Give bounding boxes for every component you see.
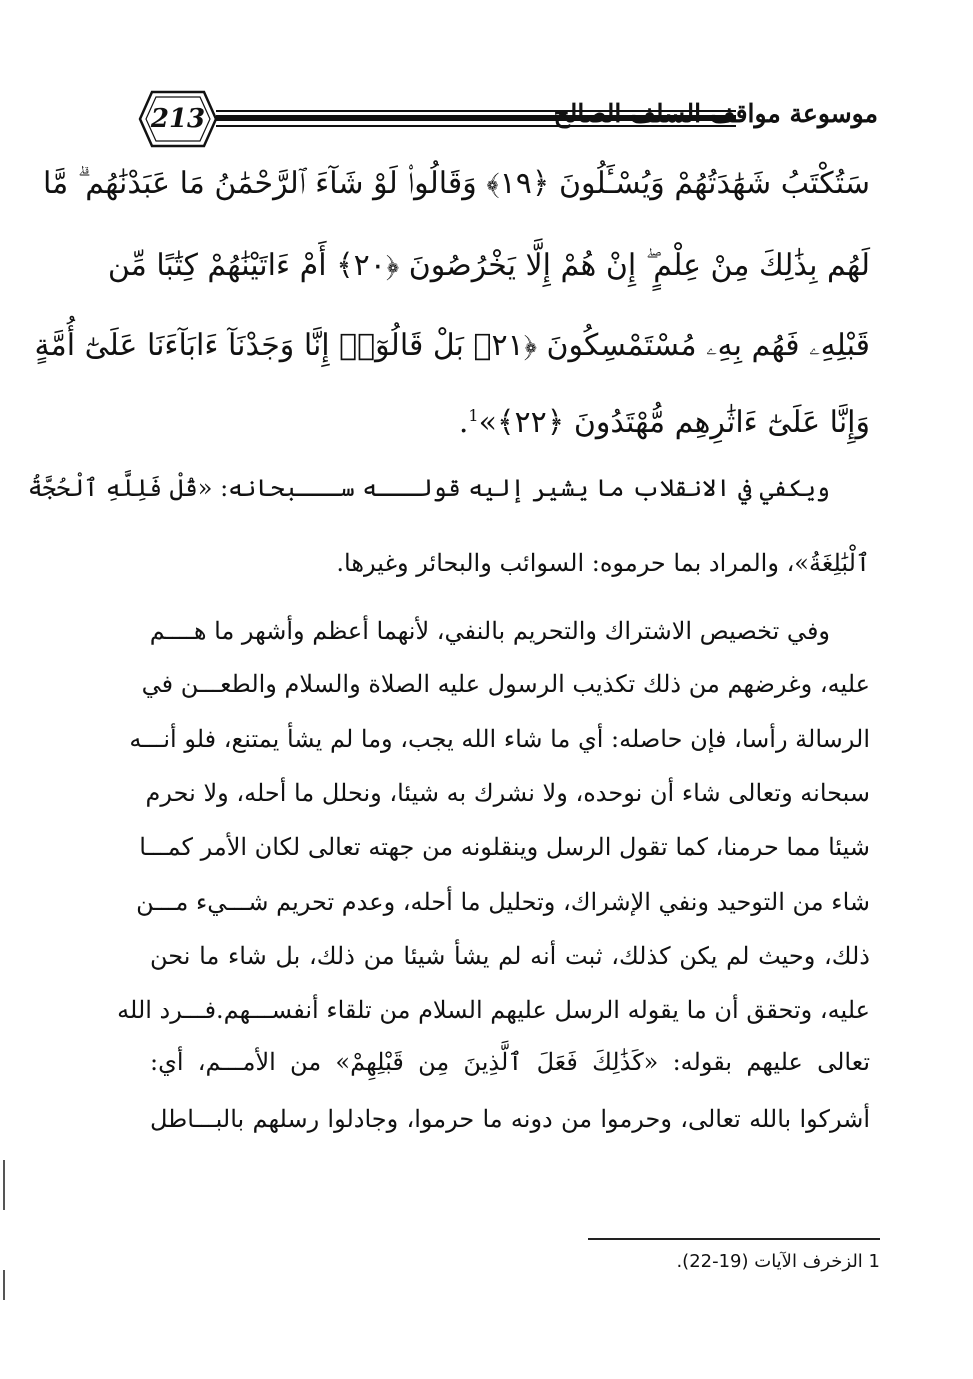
para1-line-2: ٱلْبَٰلِغَةُ»، والمراد بما حرموه: السوائب والبحائر وغيرها. bbox=[336, 549, 870, 577]
page-header bbox=[138, 88, 878, 150]
scan-edge-mark bbox=[3, 1270, 5, 1300]
quran-line-3: قَبْلِهِۦ فَهُم بِهِۦ مُسْتَمْسِكُونَ ﴿٢١﴾ بَلْ قَالُوٓا۟ إِنَّا وَجَدْنَآ ءَابَآءَنَا عَلَىٰٓ أُمَّةٍ bbox=[34, 328, 870, 363]
quran-line-2: لَهُم بِذَٰلِكَ مِنْ عِلْمٍ ۖ إِنْ هُمْ إِلَّا يَخْرُصُونَ ﴿٢٠﴾ أَمْ ءَاتَيْنَٰهُمْ كِتَٰبًا مِّن bbox=[107, 248, 870, 283]
page-number-badge bbox=[138, 88, 218, 150]
para2-line-9: تعالى عليهم بقوله: «كَذَٰلِكَ فَعَلَ ٱلَّذِينَ مِن قَبْلِهِمْ» من الأمـــم، أي: bbox=[150, 1048, 870, 1076]
para2-line-5: شيئا مما حرمنا، كما تقول الرسل وينقلونه من جهته تعالى لكان الأمر كمـــا bbox=[139, 833, 870, 861]
para2-line-8: عليه، وتحقق أن ما يقوله الرسل عليهم السلام من تلقاء أنفســـهم.فـــرد الله bbox=[117, 996, 870, 1024]
para2-line-10: أشركوا بالله تعالى، وحرموا من دونه ما حرموا، وجادلوا رسلهم بالبـــاطل bbox=[150, 1105, 870, 1133]
para2-line-6: شاء من التوحيد ونفي الإشراك، وتحليل ما أحله، وعدم تحريم شـــيء مـــن bbox=[136, 888, 870, 916]
footnote bbox=[560, 1247, 880, 1277]
quran-line-4-tail: . bbox=[458, 405, 469, 440]
quran-line-1: سَتُكْتَبُ شَهَٰدَتُهُمْ وَيُسْـَٔلُونَ ﴿١٩﴾ وَقَالُوا۟ لَوْ شَآءَ ٱلرَّحْمَٰنُ مَا عَبَدْنَٰهُم ۗ مَّا bbox=[42, 166, 870, 201]
para2-line-4: سبحانه وتعالى شاء أن نوحده، ولا نشرك به شيئا، ونحلل ما أحله، ولا نحرم bbox=[145, 779, 870, 807]
para2-line-1: وفي تخصيص الاشتراك والتحريم بالنفي، لأنهما أعظم وأشهر ما هــــم bbox=[149, 617, 830, 645]
footnote-separator bbox=[588, 1238, 880, 1240]
para1-line-1: ويكفي في الانقلاب ما يشير إليه قولـــه ســـبحانه: «قُلْ فَلِلَّهِ ٱلْحُجَّةُ bbox=[27, 474, 830, 502]
para2-line-7: ذلك، وحيث لم يكن كذلك، ثبت أنه لم يشأ شيئا من ذلك، بل شاء ما نحن bbox=[150, 942, 870, 970]
footnote-text: الزخرف الآيات (19-22). bbox=[676, 1251, 863, 1272]
footnote-number: 1 bbox=[868, 1251, 880, 1272]
scan-edge-mark bbox=[3, 1160, 5, 1210]
page-number: 213 bbox=[150, 104, 206, 134]
quran-line-4-text: وَإِنَّا عَلَىٰٓ ءَاثَٰرِهِم مُّهْتَدُونَ ﴿٢٢﴾» bbox=[478, 405, 870, 440]
para2-line-2: عليه، وغرضهم من ذلك تكذيب الرسول عليه الصلاة والسلام والطعـــن في bbox=[141, 670, 870, 698]
footnote-ref: 1 bbox=[468, 406, 479, 425]
running-title: موسوعة مواقف السلف الصالح bbox=[553, 99, 878, 128]
para2-line-3: الرسالة رأسا، فإن حاصله: أي ما شاء الله يجب، وما لم يشأ يمتنع، فلو أنـــه bbox=[129, 725, 870, 753]
quran-line-4 bbox=[150, 392, 870, 442]
